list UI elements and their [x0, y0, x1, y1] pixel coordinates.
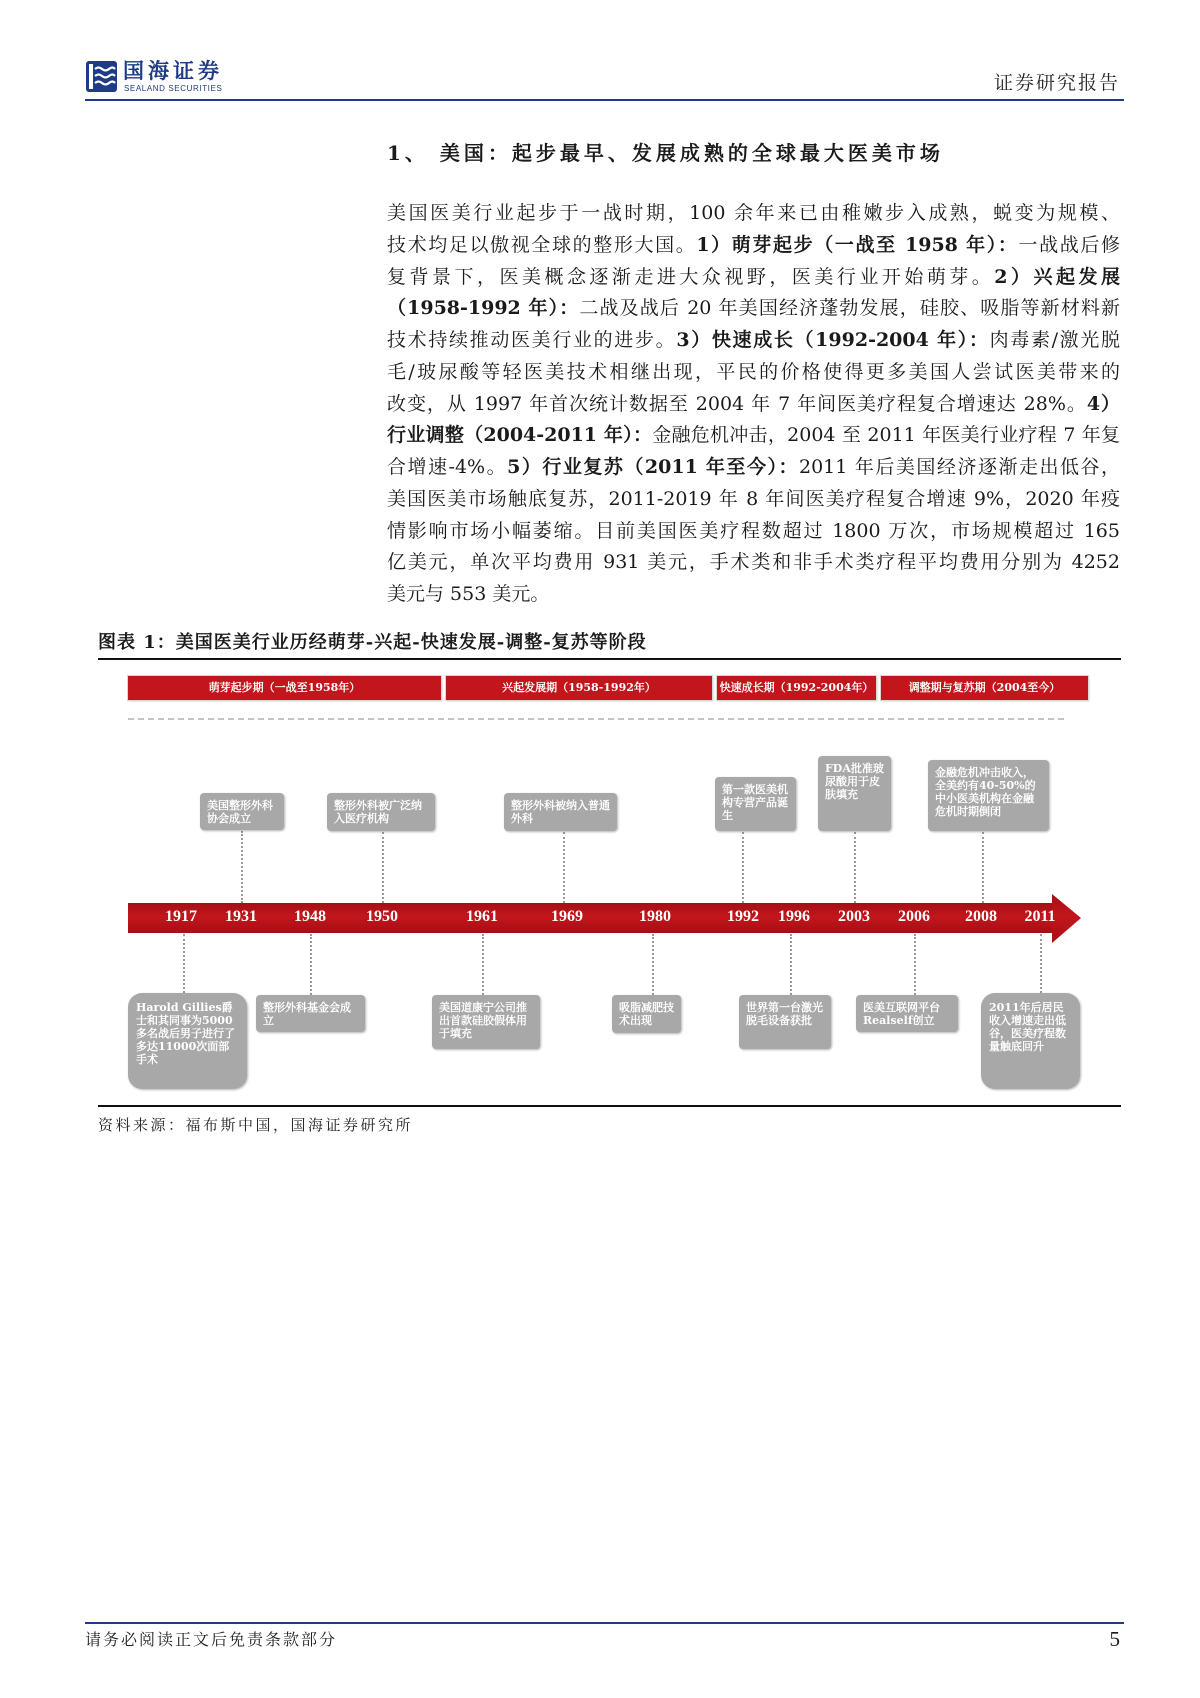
- connector-line: [1040, 934, 1042, 993]
- paragraph-line: [387, 262, 1120, 294]
- event-box-1961: 美国道康宁公司推出首款硅胶假体用于填充: [432, 995, 540, 1049]
- phase-separator-dashed-line: [128, 718, 1064, 720]
- year-label: 1980: [639, 908, 671, 925]
- paragraph-line: [387, 516, 1120, 548]
- year-label: 1950: [366, 908, 398, 925]
- bold-phrase: （1958-1992 年）：: [387, 297, 580, 320]
- bold-phrase: 1）萌芽起步（一战至 1958 年）：: [696, 233, 1019, 256]
- bold-phrase: 5）行业复苏（2011 年至今）：: [507, 456, 799, 478]
- year-label: 1917: [165, 908, 197, 925]
- year-label: 1969: [551, 908, 583, 925]
- text-run: 技术持续推动医美行业的进步。: [387, 329, 677, 351]
- connector-line: [790, 934, 792, 995]
- phase-bar-rising: 兴起发展期（1958-1992年）: [446, 676, 712, 700]
- event-box-1950: 整形外科被广泛纳入医疗机构: [327, 793, 435, 831]
- page-number: 5: [1109, 1627, 1120, 1651]
- text-run: 亿美元，单次平均费用 931 美元，手术类和非手术类疗程平均费用分别为 4252: [387, 551, 1120, 574]
- paragraph-line: [387, 579, 1120, 611]
- text-run: 肉毒素/激光脱: [989, 329, 1120, 351]
- year-label: 1992: [727, 908, 759, 925]
- year-label: 2011: [1024, 908, 1056, 925]
- body-paragraph: [387, 198, 1120, 611]
- text-run: 2011 年后美国经济逐渐走出低谷，: [798, 456, 1120, 478]
- event-box-1917: Harold Gillies爵士和其同事为5000多名战后男子进行了多达11000次面部手术: [128, 993, 247, 1089]
- bold-phrase: 4）: [1086, 392, 1120, 415]
- text-run: 改变，从 1997 年首次统计数据至 2004 年 7 年间医美疗程复合增速达 28%。: [387, 392, 1087, 415]
- text-run: 二战及战后 20 年美国经济蓬勃发展，硅胶、吸脂等新材料新: [579, 297, 1120, 320]
- logo-company-english: SEALAND SECURITIES: [124, 84, 223, 93]
- year-label: 2003: [838, 908, 870, 925]
- text-run: 情影响市场小幅萎缩。目前美国医美疗程数超过 1800 万次，市场规模超过 165: [387, 519, 1120, 542]
- year-label: 2006: [898, 908, 930, 925]
- paragraph-line: [387, 452, 1120, 484]
- bold-phrase: 行业调整（2004-2011 年）：: [387, 424, 653, 447]
- paragraph-line: [387, 484, 1120, 516]
- connector-line: [310, 934, 312, 995]
- connector-line: [183, 934, 185, 993]
- event-box-1980: 吸脂减肥技术出现: [612, 995, 681, 1033]
- paragraph-line: [387, 389, 1120, 421]
- footer-rule: [85, 1622, 1124, 1624]
- figure-bottom-rule: [98, 1105, 1121, 1107]
- timeline-arrow: [128, 890, 1082, 947]
- paragraph-line: [387, 325, 1120, 357]
- year-label: 2008: [965, 908, 997, 925]
- section-heading: 1、 美国：起步最早、发展成熟的全球最大医美市场: [387, 141, 944, 165]
- text-run: 美元与 553 美元。: [387, 583, 550, 605]
- text-run: 毛/玻尿酸等轻医美技术相继出现，平民的价格使得更多美国人尝试医美带来的: [387, 360, 1120, 383]
- figure-source: 资料来源：福布斯中国，国海证券研究所: [98, 1116, 414, 1134]
- text-run: 一战战后修: [1018, 233, 1120, 256]
- paragraph-line: [387, 293, 1120, 325]
- text-run: 金融危机冲击，2004 至 2011 年医美行业疗程 7 年复: [652, 424, 1120, 447]
- footer-disclaimer: 请务必阅读正文后免责条款部分: [85, 1630, 338, 1649]
- event-box-2003: FDA批准玻尿酸用于皮肤填充: [818, 756, 891, 831]
- year-label: 1948: [294, 908, 326, 925]
- year-label: 1961: [466, 908, 498, 925]
- text-run: 技术均足以傲视全球的整形大国。: [387, 233, 697, 256]
- event-box-1992: 第一款医美机构专营产品诞生: [715, 777, 796, 831]
- paragraph-line: [387, 198, 1120, 230]
- text-run: 合增速-4%。: [387, 456, 508, 478]
- event-box-1948: 整形外科基金会成立: [256, 995, 365, 1032]
- bold-phrase: 3）快速成长（1992-2004 年）：: [676, 329, 990, 351]
- sealand-logo-icon: [85, 60, 118, 93]
- paragraph-line: [387, 357, 1120, 389]
- logo-company-name: 国海证券: [123, 59, 223, 83]
- figure-caption: 图表 1：美国医美行业历经萌芽-兴起-快速发展-调整-复苏等阶段: [98, 632, 647, 653]
- bold-phrase: 2）兴起发展: [994, 265, 1120, 288]
- year-label: 1931: [225, 908, 257, 925]
- connector-line: [914, 934, 916, 995]
- header-rule: [85, 99, 1124, 101]
- phase-bar-rapid-growth: 快速成长期（1992-2004年）: [717, 676, 876, 700]
- paragraph-line: [387, 230, 1120, 262]
- arrow-head: [1052, 894, 1081, 943]
- connector-line: [482, 934, 484, 995]
- event-box-2008: 金融危机冲击收入，全美约有40-50%的中小医美机构在金融危机时期倒闭: [928, 760, 1049, 831]
- text-run: 复背景下，医美概念逐渐走进大众视野，医美行业开始萌芽。: [387, 265, 995, 288]
- phase-bar-sprouting: 萌芽起步期（一战至1958年）: [128, 676, 441, 700]
- paragraph-line: [387, 547, 1120, 579]
- event-box-1996: 世界第一台激光脱毛设备获批: [739, 995, 831, 1049]
- event-box-1931: 美国整形外科协会成立: [200, 793, 284, 830]
- phase-bar-adjust-recovery: 调整期与复苏期（2004至今）: [881, 676, 1088, 700]
- year-label: 1996: [778, 908, 810, 925]
- text-run: 美国医美市场触底复苏，2011-2019 年 8 年间医美疗程复合增速 9%，2020 年疫: [387, 487, 1120, 510]
- event-box-2011: 2011年后居民收入增速走出低谷，医美疗程数量触底回升: [981, 993, 1080, 1089]
- event-box-1969: 整形外科被纳入普通外科: [504, 793, 617, 831]
- paragraph-line: [387, 420, 1120, 452]
- report-type-label: 证券研究报告: [993, 72, 1120, 94]
- connector-line: [652, 934, 654, 995]
- event-box-2006: 医美互联网平台Realself创立: [856, 995, 958, 1032]
- caption-rule: [98, 658, 1121, 660]
- text-run: 美国医美行业起步于一战时期，100 余年来已由稚嫩步入成熟，蜕变为规模、: [387, 202, 1120, 224]
